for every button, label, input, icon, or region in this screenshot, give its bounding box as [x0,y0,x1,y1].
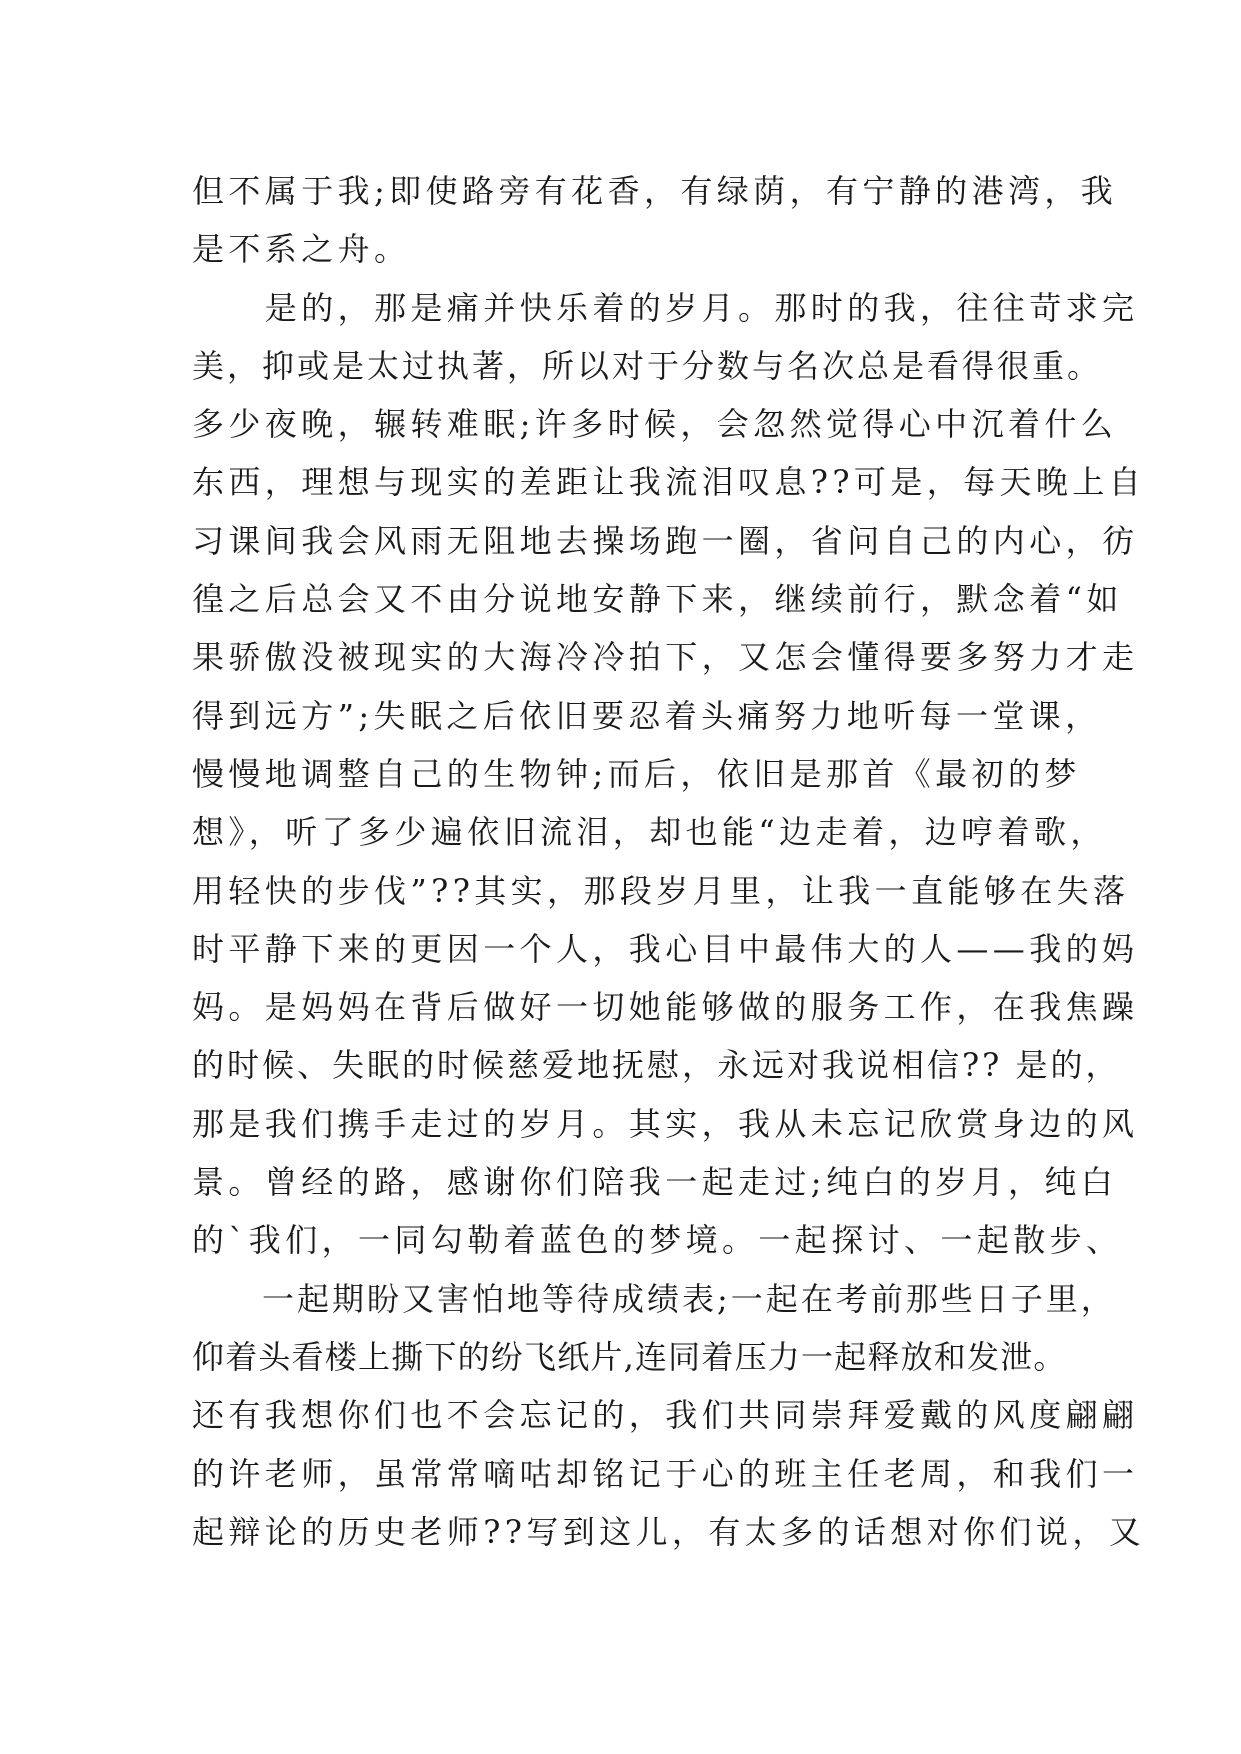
text-line: 是不系之舟。 [192,230,411,269]
text-line: 美，抑或是太过执著，所以对于分数与名次总是看得很重。 [192,346,1103,385]
text-line: 多少夜晚，辗转难眠;许多时候，会忽然觉得心中沉着什么 [192,405,1118,444]
text-line: 一起期盼又害怕地等待成绩表;一起在考前那些日子里， [192,1279,1116,1318]
text-line: 是的，那是痛并快乐着的岁月。那时的我，往往苛求完 [192,288,1139,327]
text-line: 时平静下来的更因一个人，我心目中最伟大的人——我的妈 [192,929,1139,968]
text-line: 但不属于我;即使路旁有花香，有绿荫，有宁静的港湾，我 [192,172,1118,210]
text-line: 的`我们，一同勾勒着蓝色的梦境。一起探讨、一起散步、 [192,1221,1123,1260]
text-line: 用轻快的步伐”??其实，那段岁月里，让我一直能够在失落 [192,871,1130,910]
text-line: 东西，理想与现实的差距让我流泪叹息??可是，每天晚上自 [192,463,1146,502]
text-line: 起辩论的历史老师??写到这儿，有太多的话想对你们说，又 [192,1512,1146,1551]
text-line: 的时候、失眠的时候慈爱地抚慰，永远对我说相信?? 是的， [192,1046,1121,1085]
text-line: 慢慢地调整自己的生物钟;而后，依旧是那首《最初的梦 [192,754,1081,793]
text-line: 得到远方”;失眠之后依旧要忍着头痛努力地听每一堂课， [192,696,1102,735]
text-line: 景。曾经的路，感谢你们陪我一起走过;纯白的岁月，纯白 [192,1163,1118,1202]
text-line: 那是我们携手走过的岁月。其实，我从未忘记欣赏身边的风 [192,1104,1139,1143]
body-text [192,162,1146,1561]
text-line: 仰着头看楼上撕下的纷飞纸片,连同着压力一起释放和发泄。 [192,1337,1067,1376]
text-line: 习课间我会风雨无阻地去操场跑一圈，省问自己的内心，彷 [192,521,1139,560]
text-line: 妈。是妈妈在背后做好一切她能够做的服务工作，在我焦躁 [192,988,1139,1027]
text-line: 徨之后总会又不由分说地安静下来，继续前行，默念着“如 [192,580,1123,619]
text-line: 的许老师，虽常常嘀咕却铭记于心的班主任老周，和我们一 [192,1454,1139,1493]
text-line: 想》，听了多少遍依旧流泪，却也能“边走着，边哼着歌， [192,813,1107,852]
text-line: 还有我想你们也不会忘记的，我们共同崇拜爱戴的风度翩翩 [192,1396,1139,1435]
text-line: 果骄傲没被现实的大海冷冷拍下，又怎会懂得要多努力才走 [192,638,1139,677]
